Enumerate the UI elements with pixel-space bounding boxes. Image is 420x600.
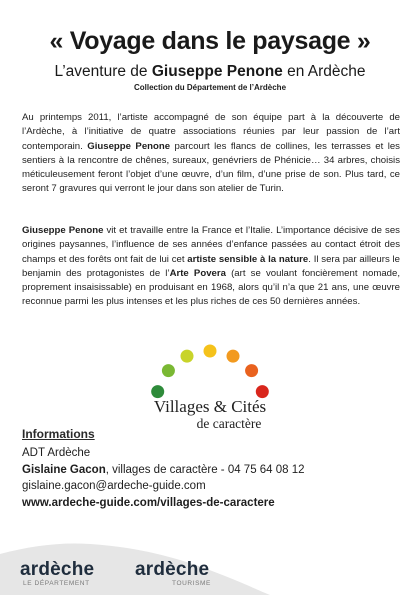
bio-text-c: (art se voulant foncièrement nomade, proprement insaisissable) en produisant en 1968, alors qu’il n’a que 21 ans, une œuvre reconnue parmi les plus intenses et les plus riches de ces 50 dernières années. [22,267,400,308]
bio-artist-name: Giuseppe Penone [22,225,104,236]
contact-name: Gislaine Gacon [22,464,106,476]
logo-dot [204,345,217,358]
info-website-link[interactable]: www.ardeche-guide.com/villages-de-caractere [22,497,275,509]
footer-band [0,540,420,595]
villages-cites-logo [140,343,280,443]
collection-label: Collection du Département de l’Ardèche [133,83,287,92]
document-subtitle [0,62,420,81]
logo-dots-icon [140,343,280,399]
info-organization: ADT Ardèche [22,447,91,459]
info-contact [22,463,305,478]
bio-highlight: artiste sensible à la nature [187,253,309,265]
contact-details: , villages de caractère - 04 75 64 08 12 [105,464,305,476]
ardeche-tourisme-label: TOURISME [172,580,211,587]
logo-dot [245,364,258,377]
bio-arte-povera: Arte Povera [169,267,226,279]
logo-line-2: de caractère [196,416,262,431]
ardeche-departement-logo: ardèche [20,559,95,580]
info-email-link[interactable]: gislaine.gacon@ardeche-guide.com [22,480,206,492]
logo-dot [181,350,194,363]
bio-paragraph [22,224,400,310]
subtitle-artist-name: Giuseppe Penone [151,63,283,80]
logo-line-1: Villages & Cités [153,397,267,416]
subtitle-suffix: en Ardèche [282,63,366,80]
intro-text-a: Au printemps 2011, l’artiste accompagné de son équipe part à la découverte de l’Ardèche, à l’initiative de quatre associations réunies par leur passion de l’art contemporain. [22,112,400,152]
bio-text-a: vit et travaille entre la France et l’Italie. L’importance décisive de ses origines paysannes, l’influence de ses années d’enfance passées au contact étroit des champs et des forêts ont fait de lui cet [22,225,400,265]
logo-dot [162,364,175,377]
intro-text-b: parcourt les flancs de collines, les terrasses et les sentiers à la rencontre de chênes, sureaux, genévriers de Phénicie… 34 arbres, choisis méticuleusement feront l’objet d’une œuvre, d’un film, d’une prise de son. Plus tard, ce seront 7 gravures qui verront le jour dans son atelier de Turin. [22,140,400,195]
intro-artist-name: Giuseppe Penone [87,140,171,152]
info-heading: Informations [22,427,95,441]
bio-text-b: . Il sera par ailleurs le benjamin des protagonistes de l’ [22,253,400,279]
logo-dot [227,350,240,363]
subtitle-prefix: L’aventure de [54,63,152,80]
document-title: « Voyage dans le paysage » [49,27,371,55]
ardeche-tourisme-logo: ardèche [135,559,210,580]
ardeche-departement-label: LE DÉPARTEMENT [23,580,90,587]
logo-text [140,397,280,431]
intro-paragraph [22,111,400,197]
